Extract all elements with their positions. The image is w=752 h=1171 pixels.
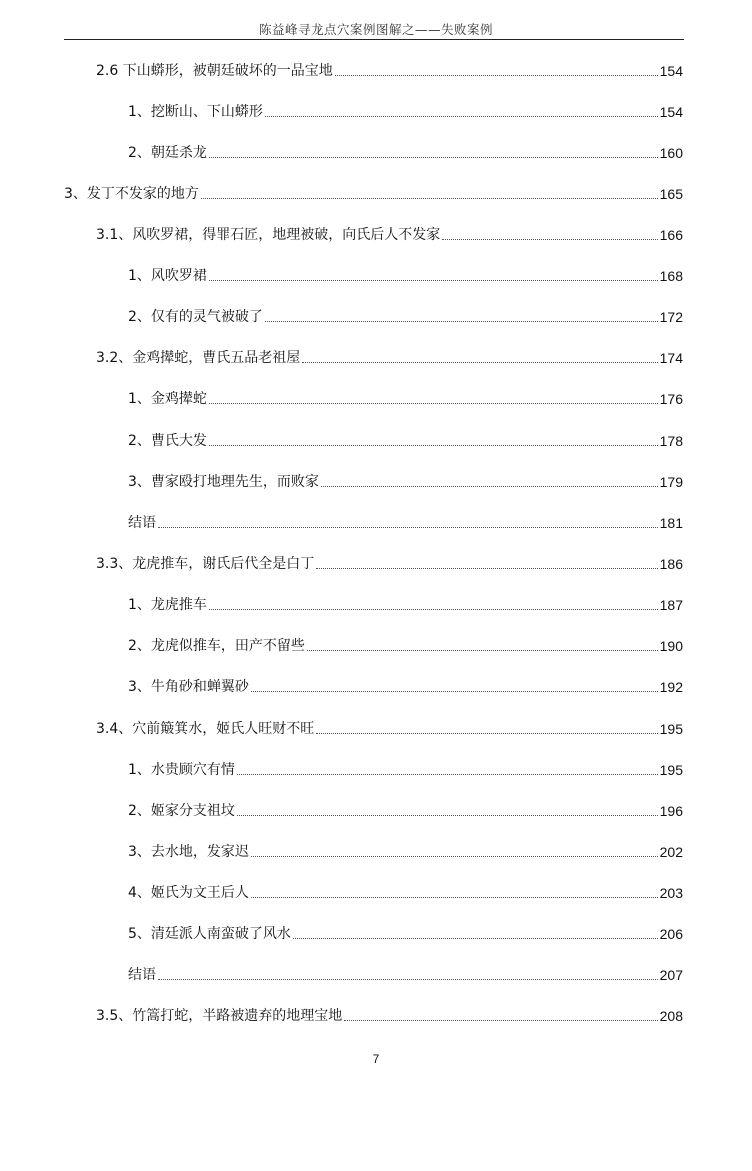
toc-entry-page: 203 [659, 885, 683, 901]
toc-entry[interactable] [96, 222, 683, 244]
toc-leader [251, 690, 658, 692]
toc-entry-title: 1、风吹罗裙 [128, 268, 207, 284]
toc-entry[interactable] [64, 181, 683, 203]
toc-entry[interactable] [128, 428, 683, 450]
toc-entry-page: 181 [659, 515, 683, 531]
toc-leader [209, 279, 658, 281]
toc-leader [209, 156, 658, 158]
toc-entry-page: 179 [659, 474, 683, 490]
toc-entry-title: 5、清廷派人南蛮破了风水 [128, 926, 291, 942]
toc-entry-title: 结语 [128, 515, 156, 531]
toc-entry-title: 2、仅有的灵气被破了 [128, 309, 263, 325]
toc-leader [251, 896, 658, 898]
toc-entry-title: 3、牛角砂和蝉翼砂 [128, 679, 249, 695]
toc-leader [265, 115, 658, 117]
toc-entry-page: 207 [659, 967, 683, 983]
toc-leader [237, 773, 658, 775]
toc-entry-title: 2、龙虎似推车，田产不留些 [128, 638, 305, 654]
toc-entry[interactable] [96, 345, 683, 367]
toc-entry[interactable] [128, 469, 683, 491]
toc-entry[interactable] [128, 921, 683, 943]
toc-entry-title: 1、龙虎推车 [128, 597, 207, 613]
toc-entry-title: 3、曹家殴打地理先生，而败家 [128, 474, 319, 490]
toc-entry-title: 2、曹氏大发 [128, 433, 207, 449]
toc-leader [209, 444, 658, 446]
toc-entry-title: 2、朝廷杀龙 [128, 145, 207, 161]
toc-entry-title: 3.5、竹篙打蛇，半路被遗弃的地理宝地 [96, 1008, 343, 1024]
toc-entry[interactable] [128, 839, 683, 861]
toc-entry-title: 2.6 下山蟒形，被朝廷破坏的一品宝地 [96, 63, 333, 79]
toc-entry[interactable] [96, 551, 683, 573]
toc-entry-title: 3.1、风吹罗裙，得罪石匠，地理被破，向氏后人不发家 [96, 227, 441, 243]
toc-entry-page: 160 [659, 145, 683, 161]
toc-entry-page: 172 [659, 309, 683, 325]
toc-entry-page: 168 [659, 268, 683, 284]
header-rule [64, 39, 684, 40]
toc-entry-title: 3、发丁不发家的地方 [64, 186, 199, 202]
toc-entry[interactable] [128, 386, 683, 408]
toc-entry-title: 1、金鸡撵蛇 [128, 391, 207, 407]
toc-leader [158, 978, 658, 980]
toc-leader [158, 526, 658, 528]
toc-leader [209, 402, 658, 404]
toc-entry-page: 192 [659, 679, 683, 695]
toc-entry[interactable] [128, 962, 683, 984]
toc-entry[interactable] [128, 592, 683, 614]
toc-entry-title: 2、姬家分支祖坟 [128, 803, 235, 819]
toc-leader [316, 732, 657, 734]
toc-entry-page: 154 [659, 104, 683, 120]
toc-entry[interactable] [128, 99, 683, 121]
toc-leader [201, 197, 658, 199]
toc-entry[interactable] [96, 716, 683, 738]
toc-entry-page: 195 [659, 721, 683, 737]
toc-entry[interactable] [128, 263, 683, 285]
toc-entry[interactable] [128, 140, 683, 162]
toc-entry-page: 166 [659, 227, 683, 243]
toc-entry-title: 结语 [128, 967, 156, 983]
toc-leader [302, 361, 657, 363]
toc-entry-page: 202 [659, 844, 683, 860]
toc-leader [307, 649, 658, 651]
toc-entry-page: 186 [659, 556, 683, 572]
toc-leader [442, 238, 657, 240]
toc-entry[interactable] [128, 757, 683, 779]
page-number: 7 [372, 1052, 380, 1066]
toc-entry[interactable] [128, 798, 683, 820]
toc-entry-page: 187 [659, 597, 683, 613]
toc-entry-title: 3.4、穴前簸箕水，姬氏人旺财不旺 [96, 721, 315, 737]
toc-entry-page: 190 [659, 638, 683, 654]
toc-entry-page: 206 [659, 926, 683, 942]
toc-leader [209, 608, 658, 610]
toc-entry-title: 3.2、金鸡撵蛇，曹氏五品老祖屋 [96, 350, 301, 366]
toc-leader [265, 320, 658, 322]
toc-leader [293, 937, 658, 939]
toc-entry-page: 178 [659, 433, 683, 449]
running-header: 陈益峰寻龙点穴案例图解之——失败案例 [258, 22, 493, 37]
toc-entry-title: 4、姬氏为文王后人 [128, 885, 249, 901]
toc-entry[interactable] [128, 510, 683, 532]
toc-leader [251, 855, 658, 857]
toc-entry-page: 176 [659, 391, 683, 407]
toc-entry-page: 154 [659, 63, 683, 79]
toc-entry-page: 208 [659, 1008, 683, 1024]
toc-leader [321, 485, 658, 487]
toc-entry-title: 1、挖断山、下山蟒形 [128, 104, 263, 120]
toc-entry[interactable] [128, 674, 683, 696]
toc-leader [316, 567, 657, 569]
toc-entry-page: 195 [659, 762, 683, 778]
toc-entry[interactable] [128, 633, 683, 655]
toc-entry-title: 3、去水地，发家迟 [128, 844, 249, 860]
toc-entry[interactable] [128, 880, 683, 902]
toc-leader [335, 74, 658, 76]
toc-entry-page: 165 [659, 186, 683, 202]
toc-entry-page: 174 [659, 350, 683, 366]
toc-entry-page: 196 [659, 803, 683, 819]
toc-leader [237, 814, 658, 816]
toc-entry[interactable] [96, 1003, 683, 1025]
toc-entry-title: 1、水贵顾穴有情 [128, 762, 235, 778]
toc-entry[interactable] [96, 58, 683, 80]
toc-entry[interactable] [128, 304, 683, 326]
toc-leader [344, 1019, 657, 1021]
toc-entry-title: 3.3、龙虎推车，谢氏后代全是白丁 [96, 556, 315, 572]
